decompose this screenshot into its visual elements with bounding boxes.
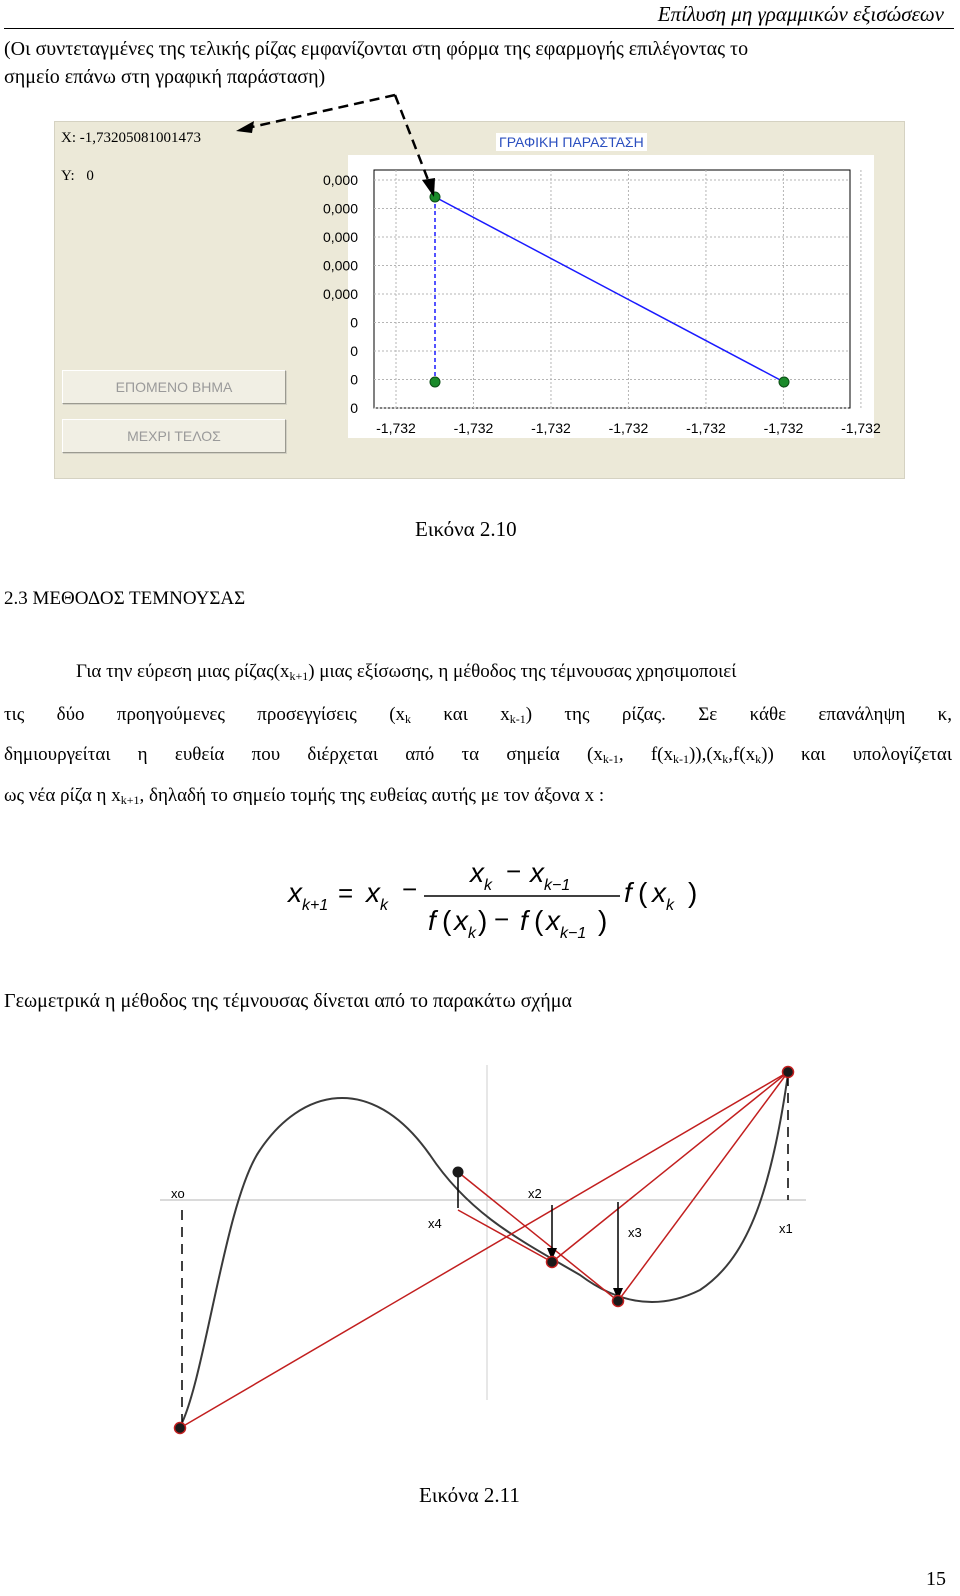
page-number: 15: [926, 1568, 946, 1590]
x-label: X:: [61, 130, 76, 146]
formula-rparen: ): [688, 877, 698, 908]
running-header: Επίλυση μη γραμμικών εξισώσεων: [657, 2, 944, 26]
y-tick-label: 0,000: [322, 229, 358, 245]
formula-minus: −: [506, 856, 522, 886]
formula-lparen: (: [442, 905, 452, 936]
point-x1: [783, 1067, 794, 1078]
x-tick-label: -1,732: [763, 420, 804, 436]
y-label: Y:: [61, 168, 75, 184]
x-tick-label: -1,732: [841, 420, 881, 436]
y-tick-label: 0: [350, 314, 358, 331]
to-end-button[interactable]: ΜΕΧΡΙ ΤΕΛΟΣ: [62, 419, 286, 453]
formula-x: x: [288, 877, 302, 908]
formula-x: x: [366, 877, 380, 908]
formula-lparen: (: [638, 877, 648, 908]
point-x0: [175, 1423, 186, 1434]
formula-f: f: [520, 905, 528, 936]
x-tick-label: -1,732: [376, 420, 416, 436]
label-x1: x1: [779, 1221, 793, 1236]
formula-x: x: [454, 905, 468, 936]
body-line-1: Για την εύρεση μιας $\rho ί\zeta\alpha\varsigma(x_{k+1})$ μιας εξίσωσης, η μέθοδος της τέμνουσας χρησιμοποιεί: [76, 661, 737, 683]
formula-x: x: [470, 857, 484, 888]
formula-lparen: (: [534, 905, 544, 936]
formula-x: x: [546, 905, 560, 936]
formula-sub-k: k: [484, 877, 492, 894]
formula-rparen: ): [598, 905, 608, 936]
point-x3: [613, 1296, 624, 1307]
label-x3: x3: [628, 1225, 642, 1240]
formula-sub-k-plus-1: k+1: [302, 897, 329, 914]
point-x2: [547, 1257, 558, 1268]
figure-caption-2-10: Εικόνα 2.10: [415, 517, 517, 541]
formula-sub-k: k: [666, 897, 674, 914]
chart-title: ΓΡΑΦΙΚΗ ΠΑΡΑΣΤΑΣΗ: [496, 133, 647, 151]
intro-note-line-2: σημείο επάνω στη γραφική παράσταση): [4, 66, 326, 88]
intro-note-line-1: (Οι συντεταγμένες της τελικής ρίζας εμφανίζονται στη φόρμα της εφαρμογής επιλέγοντας το: [4, 38, 749, 60]
label-x2: x2: [528, 1186, 542, 1201]
section-heading: 2.3 ΜΕΘΟΔΟΣ ΤΕΜΝΟΥΣΑΣ: [4, 588, 246, 609]
x-tick-label: -1,732: [453, 420, 494, 436]
formula-sub-k-minus-1: k−1: [544, 877, 571, 894]
formula-minus: −: [402, 874, 418, 904]
formula-sub-k: k: [380, 897, 388, 914]
formula-sub-k-minus-1: k−1: [560, 925, 587, 942]
formula-f: f: [428, 905, 436, 936]
y-tick-label: 0: [350, 371, 358, 388]
y-tick-label: 0,000: [322, 200, 358, 217]
formula-minus: −: [494, 904, 510, 934]
formula-f: f: [624, 877, 632, 908]
y-value: 0: [86, 168, 94, 184]
body-line-3: δημιουργείται η ευθεία που διέρχεται από τα σημεία ($x_{k-1}$, $f(x_{k-1})),(x_k,f(x_k))$ και υπολογίζεται: [4, 744, 952, 766]
formula-sub-k: k: [468, 925, 476, 942]
x-tick-label: -1,732: [608, 420, 649, 436]
secant-lines: [180, 1072, 788, 1428]
y-tick-label: 0,000: [322, 286, 358, 302]
x-tick-label: -1,732: [686, 420, 726, 436]
y-tick-label: 0,000: [322, 172, 358, 188]
formula-x: x: [530, 857, 544, 888]
x-tick-label: -1,732: [531, 420, 571, 436]
y-tick-label: 0: [350, 400, 358, 416]
formula-rparen: ): [478, 905, 488, 936]
label-x0: xo: [171, 1186, 185, 1201]
formula-x: x: [652, 877, 666, 908]
label-x4: x4: [428, 1216, 442, 1231]
x-value: -1,73205081001473: [79, 130, 201, 146]
y-tick-label: 0,000: [322, 257, 358, 274]
secant-x0-x1: [180, 1072, 788, 1428]
secant-x1-x3: [618, 1072, 788, 1301]
body-line-2: τις δύο προηγούμενες προσεγγίσεις ($x_k$ και $x_{k-1}$) της ρίζας. Σε κάθε επανάληψη κ,: [4, 704, 952, 726]
formula-equals: =: [338, 878, 354, 908]
figure-caption-2-11: Εικόνα 2.11: [419, 1483, 520, 1507]
y-tick-label: 0: [350, 343, 358, 359]
body-line-4: ως νέα ρίζα η $x_{k+1}$, δηλαδή το σημείο τομής της ευθείας αυτής με τον άξονα x :: [4, 785, 605, 807]
geometry-text: Γεωμετρικά η μέθοδος της τέμνουσας δίνεται από το παρακάτω σχήμα: [4, 990, 572, 1012]
secant-x1-x2: [552, 1072, 788, 1262]
next-step-button[interactable]: ΕΠΟΜΕΝΟ ΒΗΜΑ: [62, 370, 286, 404]
point-x4: [453, 1167, 464, 1178]
